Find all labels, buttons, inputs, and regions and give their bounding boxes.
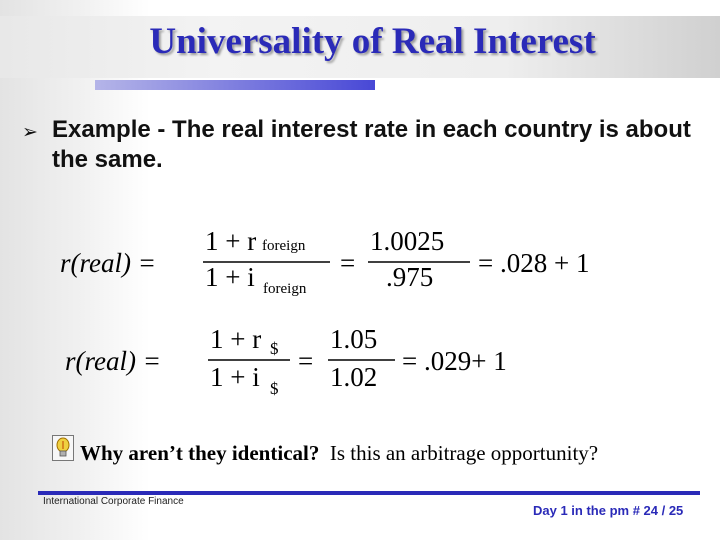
question-rest: Is this an arbitrage opportunity?	[319, 441, 599, 465]
eq2-result: = .029+ 1	[402, 346, 507, 376]
equation-foreign	[0, 210, 720, 305]
eq1-equals: =	[340, 248, 356, 278]
eq1-frac2-num: 1.0025	[370, 226, 445, 256]
question-text	[80, 441, 598, 466]
eq2-num-sub: $	[270, 339, 279, 358]
bullet-arrow-icon: ➢	[22, 122, 38, 143]
equation-dollar	[0, 318, 720, 408]
eq2-den-sub: $	[270, 379, 279, 398]
eq1-num-main: 1 + r	[205, 226, 257, 256]
footer-page-number: Day 1 in the pm # 24 / 25	[533, 503, 684, 518]
title-underline-bar	[95, 80, 375, 90]
question-bold: Why aren’t they identical?	[80, 441, 320, 465]
eq2-lhs: r(real) =	[65, 346, 161, 376]
eq1-den-sub: foreign	[263, 281, 307, 297]
eq1-num-sub: foreign	[262, 238, 306, 254]
eq1-frac2-den: .975	[386, 262, 434, 292]
eq1-den-main: 1 + i	[205, 262, 255, 292]
eq2-equals: =	[298, 346, 314, 376]
slide-title: Universality of Real Interest	[149, 21, 596, 62]
light-bulb-icon	[52, 435, 74, 461]
bullet-text: Example - The real interest rate in each country is about the same.	[52, 116, 691, 173]
footer-divider	[38, 491, 700, 495]
eq1-lhs: r(real) =	[60, 248, 156, 278]
eq2-frac2-num: 1.05	[330, 324, 378, 354]
eq2-frac2-den: 1.02	[330, 362, 378, 392]
eq2-num-main: 1 + r	[210, 324, 262, 354]
footer-course-name: International Corporate Finance	[43, 496, 184, 507]
eq1-result: = .028 + 1	[478, 248, 590, 278]
eq2-den-main: 1 + i	[210, 362, 260, 392]
